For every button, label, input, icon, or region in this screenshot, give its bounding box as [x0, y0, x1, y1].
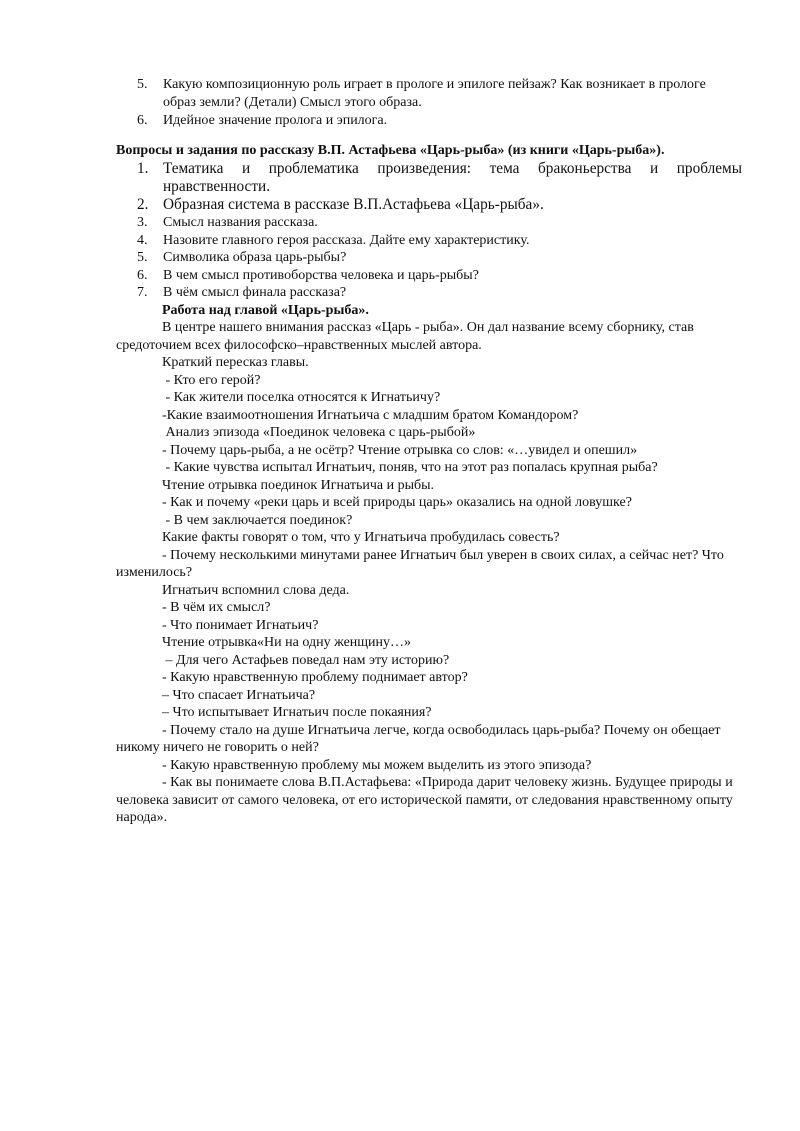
questions-list: [116, 160, 742, 302]
text-line: - Какую нравственную проблему поднимает автор?: [162, 670, 468, 685]
text-line: - Почему царь-рыба, а не осётр? Чтение отрывка со слов: «…увидел и опешил»: [162, 442, 638, 458]
text-line: – Что спасает Игнатьича?: [162, 687, 316, 703]
text-line: Игнатьич вспомнил слова деда.: [162, 582, 350, 598]
closing-paragraph: - Как вы понимаете слова В.П.Астафьева: «Природа дарит человеку жизнь. Будущее природы и человека зависит от самого человека, от его исторической памяти, от следования нравственному опыту народа».: [116, 775, 733, 825]
list-item: [116, 160, 742, 196]
list-text: Образная система в рассказе В.П.Астафьева «Царь-рыба».: [163, 196, 544, 213]
work-heading: Работа над главой «Царь-рыба».: [162, 302, 369, 318]
list-number: 5.: [137, 250, 148, 265]
text-line: - Почему несколькими минутами ранее Игнатьич был уверен в своих силах, а сейчас нет? Что изменилось?: [116, 547, 724, 580]
text-line: Анализ эпизода «Поединок человека с царь-рыбой»: [162, 425, 476, 440]
list-item: [116, 249, 742, 267]
list-number: 1.: [137, 160, 149, 177]
list-number: 6.: [137, 267, 148, 283]
list-text: Символика образа царь-рыбы?: [163, 250, 347, 265]
text-line: - Как жители поселка относятся к Игнатьичу?: [162, 390, 441, 405]
text-line: Какие факты говорят о том, что у Игнатьича пробудилась совесть?: [162, 530, 560, 545]
text-line: Чтение отрывка«Ни на одну женщину…»: [162, 635, 412, 650]
list-text: Какую композиционную роль играет в прологе и эпилоге пейзаж? Как возникает в прологе образ земли? (Детали) Смысл этого образа.: [163, 77, 706, 110]
text-line: – Для чего Астафьев поведал нам эту историю?: [162, 652, 450, 668]
text-line: -Какие взаимоотношения Игнатьича с младшим братом Командором?: [162, 407, 579, 423]
list-text: Идейное значение пролога и эпилога.: [163, 113, 388, 128]
list-number: 3.: [137, 215, 148, 230]
intro-paragraph: В центре нашего внимания рассказ «Царь - рыба». Он дал название всему сборнику, став средоточием всех философско–нравственных мыслей автора.: [116, 320, 694, 353]
list-item: [116, 267, 742, 285]
list-item: [116, 214, 742, 232]
text-line: - Кто его герой?: [162, 372, 261, 388]
list-number: 5.: [137, 77, 148, 92]
list-item: [116, 284, 742, 302]
document-body: [116, 76, 742, 827]
list-item: [116, 232, 742, 250]
list-item: [116, 112, 742, 130]
text-line: - В чём их смысл?: [162, 600, 271, 615]
text-line: Краткий пересказ главы.: [162, 355, 309, 370]
text-line: Чтение отрывка поединок Игнатьича и рыбы.: [162, 477, 435, 493]
list-item: [116, 76, 742, 111]
text-line: - Что понимает Игнатьич?: [162, 617, 319, 633]
list-text: Смысл названия рассказа.: [163, 215, 318, 230]
list-number: 2.: [137, 196, 149, 213]
list-text: Тематика и проблематика произведения: тема браконьерства и проблемы нравственности.: [163, 160, 742, 195]
list-text: Назовите главного героя рассказа. Дайте ему характеристику.: [163, 232, 530, 248]
text-line: - Какие чувства испытал Игнатьич, поняв, что на этот раз попалась крупная рыба?: [162, 460, 658, 475]
text-line: - Какую нравственную проблему мы можем выделить из этого эпизода?: [162, 757, 592, 773]
list-number: 6.: [137, 113, 148, 128]
text-line: – Что испытывает Игнатьич после покаяния?: [162, 705, 432, 720]
list-number: 4.: [137, 232, 148, 248]
section-heading: Вопросы и задания по рассказу В.П. Астафьева «Царь-рыба» (из книги «Царь-рыба»).: [116, 142, 665, 158]
list-item: [116, 196, 742, 214]
list-number: 7.: [137, 285, 148, 300]
text-line: - Как и почему «реки царь и всей природы царь» оказались на одной ловушке?: [162, 495, 632, 510]
prologue-questions-list: [116, 76, 742, 130]
list-text: В чём смысл финала рассказа?: [163, 285, 347, 300]
text-line: - В чем заключается поединок?: [162, 512, 353, 528]
text-line: - Почему стало на душе Игнатьича легче, когда освободилась царь-рыба? Почему он обещает никому ничего не говорить о ней?: [116, 722, 721, 755]
list-text: В чем смысл противоборства человека и царь-рыбы?: [163, 267, 479, 283]
